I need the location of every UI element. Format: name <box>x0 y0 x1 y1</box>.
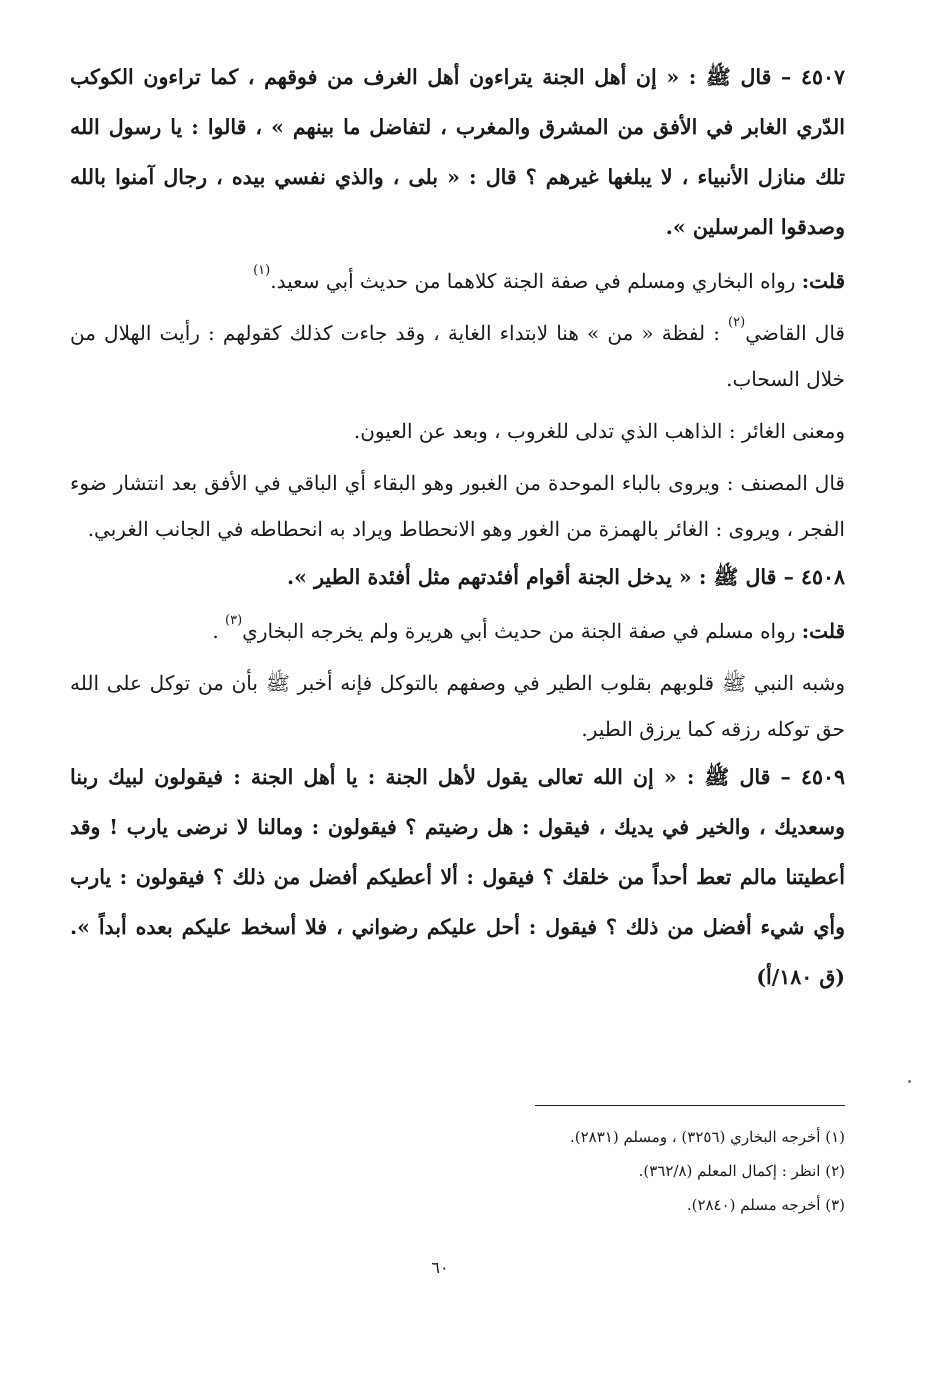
note-4507 <box>70 258 845 304</box>
note-4507-label: قلت: <box>801 269 845 293</box>
note-4507-text: رواه البخاري ومسلم في صفة الجنة كلاهما من حديث أبي سعيد. <box>270 269 802 293</box>
scan-speck <box>908 1080 911 1083</box>
footnote-ref-2[interactable]: (٢) <box>728 315 746 330</box>
meaning-text: ومعنى الغائر : الذاهب الذي تدلى للغروب ، وبعد عن العيون. <box>353 419 845 443</box>
simile-paragraph <box>70 660 845 752</box>
note-4508 <box>70 608 845 654</box>
hadith-4508-text: ٤٥٠٨ – قال ﷺ : « يدخل الجنة أقوام أفئدتهم مثل أفئدة الطير ». <box>287 565 845 589</box>
footnote-2: (٢) انظر : إكمال المعلم (٣٦٢/٨). <box>638 1162 845 1180</box>
footnote-separator <box>535 1105 845 1106</box>
author-comment-text: قال المصنف : ويروى بالباء الموحدة من الغبور وهو البقاء أي الباقي في الأفق بعد انتشار ضوء الفجر ، ويروى : الغائر بالهمزة من الغور وهو الانحطاط ويراد به انحطاطه في الجانب الغربي. <box>70 471 845 541</box>
qadi-comment <box>70 310 845 402</box>
page-body <box>70 52 845 1002</box>
footnote-1: (١) أخرجه البخاري (٣٢٥٦) ، ومسلم (٢٨٣١). <box>569 1128 845 1146</box>
hadith-4509 <box>70 752 845 1002</box>
hadith-4509-text: ٤٥٠٩ – قال ﷺ : « إن الله تعالى يقول لأهل الجنة : يا أهل الجنة : فيقولون لبيك ربنا وسعديك ، والخير في يديك ، فيقول : هل رضيتم ؟ فيقولون : ومالنا لا نرضى يارب ! وقد أعطيتنا مالم تعط أحداً من خلقك ؟ فيقول : ألا أعطيكم أفضل من ذلك ؟ فيقولون : يارب وأي شيء أفضل من ذلك ؟ فيقول : أحل عليكم رضواني ، فلا أسخط عليكم بعده أبداً ». (ق ١٨٠/أ) <box>70 765 845 989</box>
footnote-ref-3[interactable]: (٣) <box>225 613 243 628</box>
footnotes <box>420 1120 845 1222</box>
simile-text: وشبه النبي ﷺ قلوبهم بقلوب الطير في وصفهم بالتوكل فإنه أخبر ﷺ بأن من توكل على الله حق توكله رزقه كما يرزق الطير. <box>70 671 845 741</box>
note-4508-text: رواه مسلم في صفة الجنة من حديث أبي هريرة ولم يخرجه البخاري <box>242 619 802 643</box>
hadith-4508 <box>70 552 845 602</box>
footnote-ref-1[interactable]: (١) <box>253 263 271 278</box>
qadi-comment-text: : لفظة « من » هنا لابتداء الغاية ، وقد جاءت كذلك كقولهم : رأيت الهلال من خلال السحاب. <box>70 321 845 391</box>
note-4508-end: . <box>212 619 226 643</box>
meaning-paragraph <box>70 408 845 454</box>
footnote-3: (٣) أخرجه مسلم (٢٨٤٠). <box>686 1196 845 1214</box>
page-number: ٦٠ <box>431 1258 449 1277</box>
hadith-4507 <box>70 52 845 252</box>
qadi-comment-lead: قال القاضي <box>745 321 845 345</box>
note-4508-label: قلت: <box>801 619 845 643</box>
hadith-4507-text: ٤٥٠٧ – قال ﷺ : « إن أهل الجنة يتراءون أهل الغرف من فوقهم ، كما تراءون الكوكب الدّري الغابر في الأفق من المشرق والمغرب ، لتفاضل ما بينهم » ، قالوا : يا رسول الله تلك منازل الأنبياء ، لا يبلغها غيرهم ؟ قال : « بلى ، والذي نفسي بيده ، رجال آمنوا بالله وصدقوا المرسلين ». <box>70 65 845 239</box>
author-comment <box>70 460 845 552</box>
